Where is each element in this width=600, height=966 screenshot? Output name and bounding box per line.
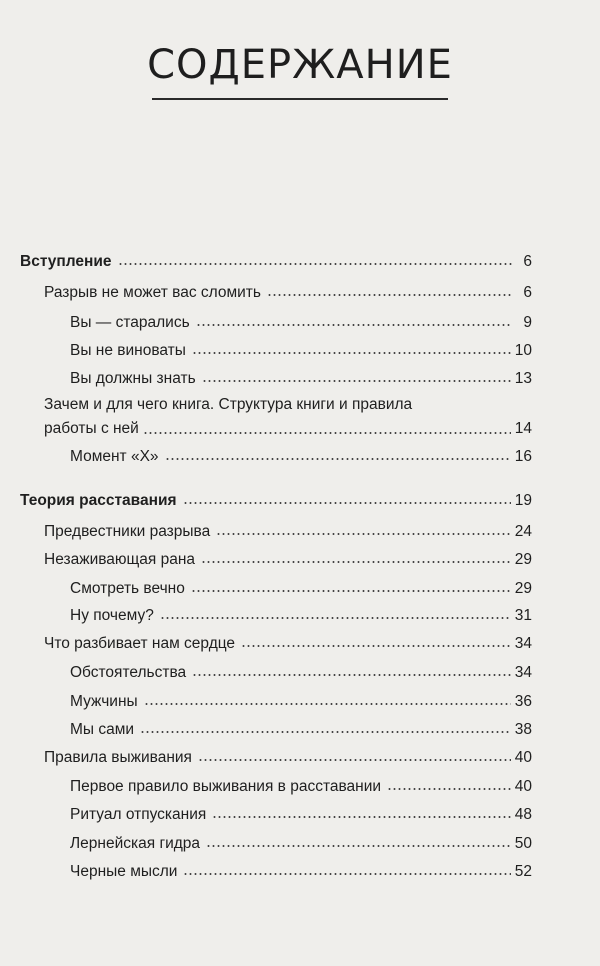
toc-entry[interactable]: [0, 606, 600, 626]
toc-entry-label: Вступление: [20, 253, 112, 270]
toc-entry-label-line1: Зачем и для чего книга. Структура книги и правила: [44, 396, 413, 413]
toc-entry-label-line2: работы с ней: [44, 420, 139, 437]
dot-leader: [196, 322, 512, 328]
toc-entry[interactable]: [0, 341, 600, 361]
toc-entry-page: 19: [514, 492, 532, 509]
toc-entry-label: Обстоятельства: [70, 664, 187, 681]
page-title: СОДЕРЖАНИЕ: [147, 42, 453, 88]
toc-entry-label: Предвестники разрыва: [44, 523, 211, 540]
dot-leader: [144, 701, 511, 707]
dot-leader: [165, 456, 511, 462]
dot-leader: [201, 559, 511, 565]
toc-entry-label: Что разбивает нам сердце: [44, 635, 236, 652]
toc-entry-page: 38: [514, 721, 532, 738]
toc-entry-label: Правила выживания: [44, 749, 192, 766]
toc-entry-label: Лернейская гидра: [70, 835, 201, 852]
toc-entry[interactable]: [0, 283, 600, 303]
dot-leader: [143, 430, 511, 436]
toc-entry[interactable]: [0, 777, 600, 797]
toc-entry-label: Мы сами: [70, 721, 135, 738]
toc-entry-label: Ритуал отпускания: [70, 806, 207, 823]
toc-entry-page: 34: [514, 635, 532, 652]
toc-entry-label: Момент «Х»: [70, 448, 159, 465]
toc-entry[interactable]: [0, 748, 600, 768]
toc-entry[interactable]: [0, 252, 600, 272]
toc-entry-label: Вы не виноваты: [70, 342, 186, 359]
toc-entry-page: 9: [523, 314, 532, 331]
toc-entry-page: 36: [514, 693, 532, 710]
toc-entry-page: 40: [514, 778, 532, 795]
dot-leader: [192, 672, 511, 678]
dot-leader: [202, 378, 511, 384]
dot-leader: [198, 757, 511, 763]
dot-leader: [387, 786, 511, 792]
dot-leader: [183, 500, 511, 506]
toc-entry-page: 14: [514, 420, 532, 437]
toc-entry[interactable]: [0, 720, 600, 740]
toc-entry[interactable]: [0, 447, 600, 467]
dot-leader: [183, 871, 510, 877]
toc-entry-page: 16: [514, 448, 532, 465]
dot-leader: [140, 729, 511, 735]
toc-entry-page: 24: [514, 523, 532, 540]
toc-entry[interactable]: [0, 369, 600, 389]
toc-entry[interactable]: [0, 862, 600, 882]
toc-entry-page: 29: [514, 580, 532, 597]
toc-entry[interactable]: [0, 550, 600, 570]
toc-entry[interactable]: [44, 393, 532, 441]
toc-entry[interactable]: [0, 522, 600, 542]
toc-entry-label: Вы должны знать: [70, 370, 196, 387]
toc-entry-page: 10: [514, 342, 532, 359]
toc-entry-page: 29: [514, 551, 532, 568]
dot-leader: [191, 588, 511, 594]
toc-entry[interactable]: [0, 313, 600, 333]
toc-entry[interactable]: [0, 663, 600, 683]
toc-entry[interactable]: [0, 692, 600, 712]
dot-leader: [216, 531, 511, 537]
toc-entry-page: 13: [514, 370, 532, 387]
toc-entry-page: 50: [514, 835, 532, 852]
dot-leader: [267, 292, 512, 298]
toc-entry-label: Смотреть вечно: [70, 580, 185, 597]
toc-entry[interactable]: [0, 805, 600, 825]
dot-leader: [241, 643, 511, 649]
toc-entry[interactable]: [0, 834, 600, 854]
toc-entry-page: 48: [514, 806, 532, 823]
dot-leader: [212, 814, 510, 820]
toc-entry-page: 6: [523, 284, 532, 301]
toc-entry-page: 6: [523, 253, 532, 270]
toc-entry-label: Ну почему?: [70, 607, 154, 624]
toc-entry[interactable]: [0, 491, 600, 511]
dot-leader: [206, 843, 511, 849]
toc-entry[interactable]: [0, 579, 600, 599]
toc-entry-page: 34: [514, 664, 532, 681]
toc-entry-label: Первое правило выживания в расставании: [70, 778, 382, 795]
toc-entry-page: 31: [514, 607, 532, 624]
toc-entry-label: Разрыв не может вас сломить: [44, 284, 261, 301]
toc-entry-page: 40: [514, 749, 532, 766]
toc-entry[interactable]: [0, 634, 600, 654]
dot-leader: [118, 261, 512, 267]
dot-leader: [192, 350, 511, 356]
toc-entry-page: 52: [514, 863, 532, 880]
toc-entry-label: Незаживающая рана: [44, 551, 196, 568]
toc-entry-label: Черные мысли: [70, 863, 178, 880]
toc-entry-label: Мужчины: [70, 693, 138, 710]
toc-entry-label: Вы — старались: [70, 314, 190, 331]
toc-entry-label: Теория расставания: [20, 492, 177, 509]
dot-leader: [160, 615, 511, 621]
